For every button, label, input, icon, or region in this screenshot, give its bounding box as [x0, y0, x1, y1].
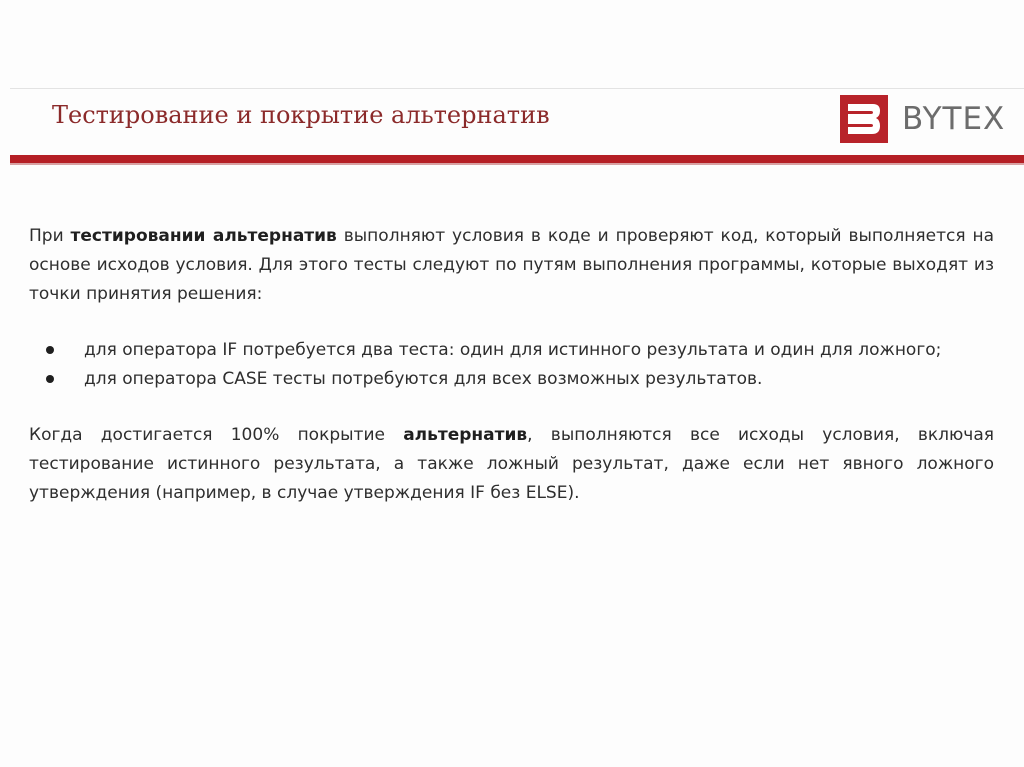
intro-text-2: выполняют условия в коде и проверяют код, который выполняется на основе исходов условия. Для этого тесты следуют по путям выполнения программы, которые выходят из точки принятия решения: — [29, 226, 994, 304]
intro-bold-term: тестировании альтернатив — [70, 226, 337, 246]
header-red-bar — [10, 155, 1024, 163]
conclusion-text-2: , выполняются все исходы условия, включая тестирование истинного результата, а также ложный результат, даже если нет явного ложного утверждения (например, в случае утверждения IF без ELSE). — [29, 425, 994, 503]
bullet-icon — [46, 375, 54, 383]
bytex-logo-icon — [840, 95, 888, 143]
header-red-bar-shadow — [10, 163, 1024, 165]
top-divider — [10, 88, 1024, 89]
conclusion-bold-term: альтернатив — [403, 425, 528, 445]
bytex-logo — [840, 95, 1005, 143]
logo-text: BYTEX — [902, 101, 1006, 137]
bullet-icon — [46, 346, 54, 354]
slide-content — [29, 222, 994, 508]
bullet-text: для оператора IF потребуется два теста: один для истинного результата и один для ложного; — [84, 340, 942, 360]
list-item — [29, 365, 994, 394]
bullet-text: для оператора CASE тесты потребуются для всех возможных результатов. — [84, 369, 763, 389]
intro-paragraph — [29, 222, 994, 309]
intro-text-1: При — [29, 226, 71, 246]
conclusion-text-1: Когда достигается 100% покрытие — [29, 425, 404, 445]
bullet-list — [29, 336, 994, 394]
conclusion-paragraph — [29, 421, 994, 508]
list-item — [29, 336, 994, 365]
slide-title: Тестирование и покрытие альтернатив — [52, 101, 550, 129]
